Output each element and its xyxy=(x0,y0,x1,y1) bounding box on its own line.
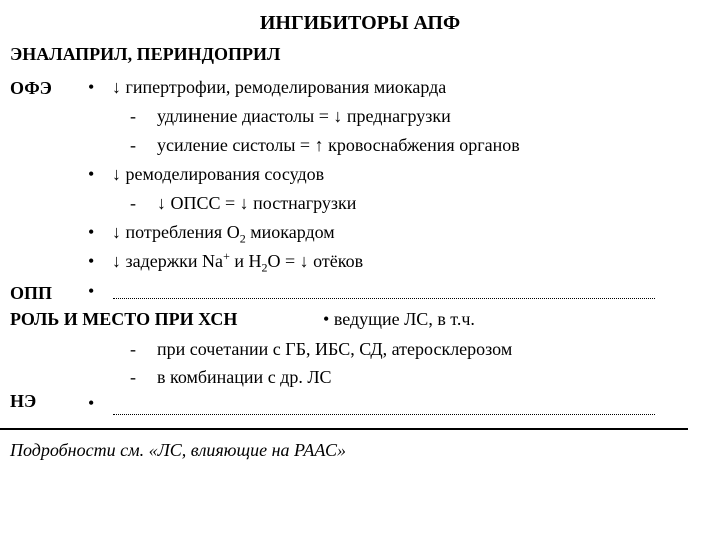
bullet-icon: • xyxy=(88,251,95,271)
bullet-icon: • xyxy=(88,393,95,413)
down-arrow-icon: ↓ xyxy=(112,222,121,242)
dash-marker: - xyxy=(130,193,136,213)
dash-marker: - xyxy=(130,367,136,387)
down-arrow-icon: ↓ xyxy=(112,77,121,97)
ofe-item-4: ↓ задержки Na+ и $Н_2О$ = ↓ отёков xyxy=(112,249,364,275)
ofe-label: ОФЭ xyxy=(10,78,52,98)
fill-in-line xyxy=(113,414,655,415)
dash-marker: - xyxy=(130,106,136,126)
bullet-icon: • xyxy=(323,309,330,329)
fill-in-line xyxy=(113,298,655,299)
role-subitem-1: при сочетании с ГБ, ИБС, СД, атеросклерозом xyxy=(157,339,513,359)
page-title: ИНГИБИТОРЫ АПФ xyxy=(259,12,461,34)
footer-note: Подробности см. «ЛС, влияющие на РААС» xyxy=(10,440,346,460)
bullet-icon: • xyxy=(88,222,95,242)
ofe-subitem-1: удлинение диастолы = ↓ преднагрузки xyxy=(157,106,451,126)
ofe-item-3: ↓ потребления $О_2$ миокардом xyxy=(112,222,335,246)
dash-marker: - xyxy=(130,135,136,155)
dash-marker: - xyxy=(130,339,136,359)
role-label: РОЛЬ И МЕСТО ПРИ ХСН xyxy=(10,309,238,329)
down-arrow-icon: ↓ xyxy=(112,251,121,271)
ne-label: НЭ xyxy=(10,391,37,411)
down-arrow-icon: ↓ xyxy=(112,164,121,184)
drug-names: ЭНАЛАПРИЛ, ПЕРИНДОПРИЛ xyxy=(10,44,281,64)
bullet-icon: • xyxy=(88,281,95,301)
ofe-item-2: ↓ ремоделирования сосудов xyxy=(112,164,325,184)
bullet-icon: • xyxy=(88,164,95,184)
ofe-subitem-2: усиление систолы = ↑ кровоснабжения органов xyxy=(157,135,520,155)
role-text: • ведущие ЛС, в т.ч. xyxy=(323,309,475,329)
ofe-subitem-3: ↓ ОПСС = ↓ постнагрузки xyxy=(157,193,357,213)
role-subitem-2: в комбинации с др. ЛС xyxy=(157,367,332,387)
ofe-item-1: ↓ гипертрофии, ремоделирования миокарда xyxy=(112,77,447,97)
opp-label: ОПП xyxy=(10,283,53,303)
separator-line xyxy=(0,428,688,430)
bullet-icon: • xyxy=(88,77,95,97)
